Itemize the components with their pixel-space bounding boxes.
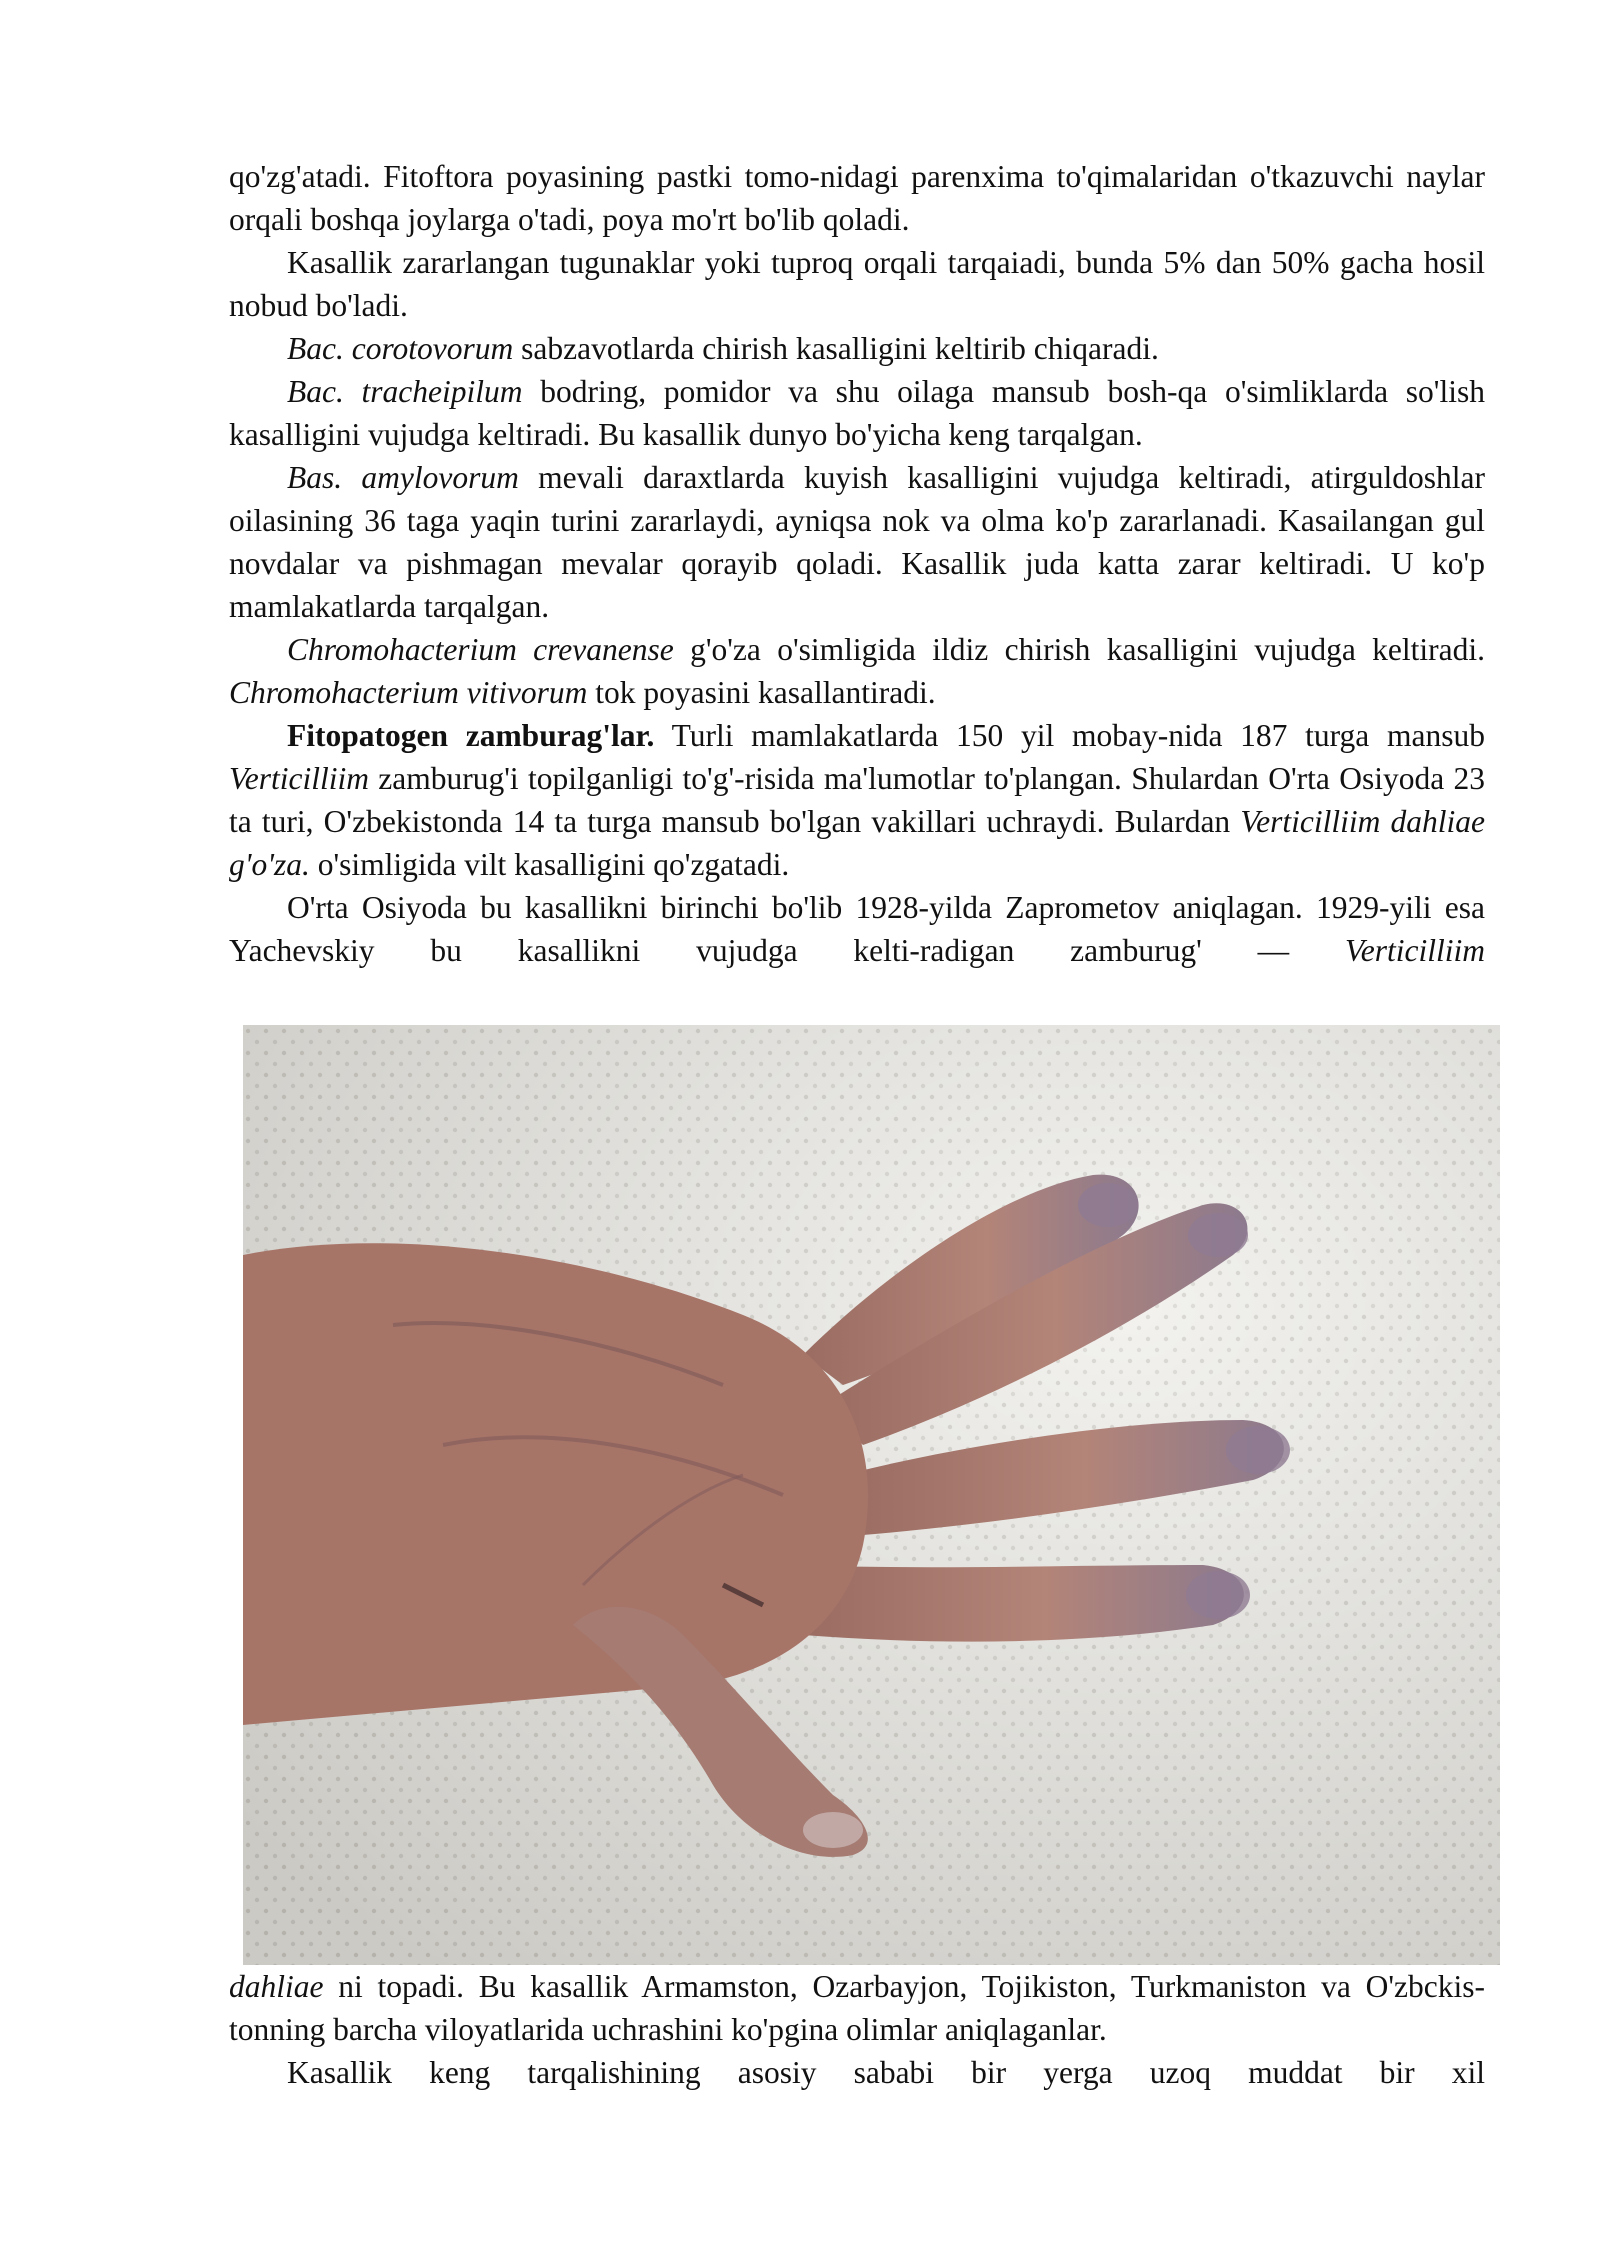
italic-term: Verticilliim dahliae g'o'za.: [229, 804, 1485, 882]
text-run: O'rta Osiyoda bu kasallikni birinchi bo'lib 1928-yilda Zaprometov aniqlagan. 1929-yili esa Yachevskiy bu kasallikni vujudga kelti-radigan zamburug' —: [229, 890, 1485, 968]
text-run: mevali daraxtlarda kuyish kasalligini vujudga keltiradi, atirguldoshlar oilasining 36 taga yaqin turini zararlaydi, ayniqsa nok va olma ko'p zararlanadi. Kasailangan gul novdalar va pishmagan mevalar qorayib qoladi. Kasallik juda katta zarar keltiradi. U ko'p mamlakatlarda tarqalgan.: [229, 460, 1485, 624]
text-run: g'o'za o'simligida ildiz chirish kasalligini vujudga keltiradi.: [673, 632, 1485, 667]
paragraph: [229, 241, 1485, 327]
text-run: tok poyasini kasallantiradi.: [587, 675, 936, 710]
text-block-top: [229, 155, 1485, 972]
italic-term: Verticilliim: [229, 761, 369, 796]
italic-term: Chromohacterium crevanense: [287, 632, 674, 667]
paragraph: [229, 456, 1485, 628]
text-run: ni topadi. Bu kasallik Armamston, Ozarbayjon, Tojikiston, Turkmaniston va O'zbckis-tonning barcha viloyatlarida uchrashini ko'pgina olimlar aniqlaganlar.: [229, 1969, 1485, 2047]
italic-term: Chromohacterium vitivorum: [229, 675, 588, 710]
paragraph: [229, 714, 1485, 886]
paragraph: [229, 155, 1485, 241]
italic-term: Bac. corotovorum: [287, 331, 514, 366]
text-run: Turli mamlakatlarda 150 yil mobay-nida 187 turga mansub: [654, 718, 1485, 753]
text-run: sabzavotlarda chirish kasalligini keltirib chiqaradi.: [513, 331, 1159, 366]
bold-heading: Fitopatogen zamburag'lar.: [287, 718, 655, 753]
paragraph: [229, 1965, 1485, 2051]
paragraph: [229, 628, 1485, 714]
text-run: Kasallik zararlangan tugunaklar yoki tuproq orqali tarqaiadi, bunda 5% dan 50% gacha hosil nobud bo'ladi.: [229, 245, 1485, 323]
paragraph: [229, 370, 1485, 456]
paragraph: [229, 886, 1485, 972]
italic-term: dahliae: [229, 1969, 324, 2004]
text-run: qo'zg'atadi. Fitoftora poyasining pastki tomo-nidagi parenxima to'qimalaridan o'tkazuvchi naylar orqali boshqa joylarga o'tadi, poya mo'rt bo'lib qoladi.: [229, 159, 1485, 237]
paragraph: [229, 2051, 1485, 2094]
italic-term: Bac. tracheipilum: [287, 374, 523, 409]
hand-photo-drawing: [243, 1025, 1500, 1965]
text-run: zamburug'i topilganligi to'g'-risida ma'lumotlar to'plangan. Shulardan O'rta Osiyoda 23 ta turi, O'zbekistonda 14 ta turga mansub bo'lgan vakillari uchraydi. Bulardan: [229, 761, 1485, 839]
text-block-bottom: [229, 1965, 1485, 2094]
text-run: Kasallik keng tarqalishining asosiy sababi bir yerga uzoq muddat bir xil: [287, 2055, 1485, 2090]
text-run: bodring, pomidor va shu oilaga mansub bosh-qa o'simliklarda so'lish kasalligini vujudga keltiradi. Bu kasallik dunyo bo'yicha keng tarqalgan.: [229, 374, 1485, 452]
hand-photo: [243, 1025, 1500, 1965]
paragraph: [229, 327, 1485, 370]
italic-term: Bas. amylovorum: [287, 460, 519, 495]
text-run: o'simligida vilt kasalligini qo'zgatadi.: [309, 847, 790, 882]
italic-term: Verticilliim: [1345, 933, 1485, 968]
